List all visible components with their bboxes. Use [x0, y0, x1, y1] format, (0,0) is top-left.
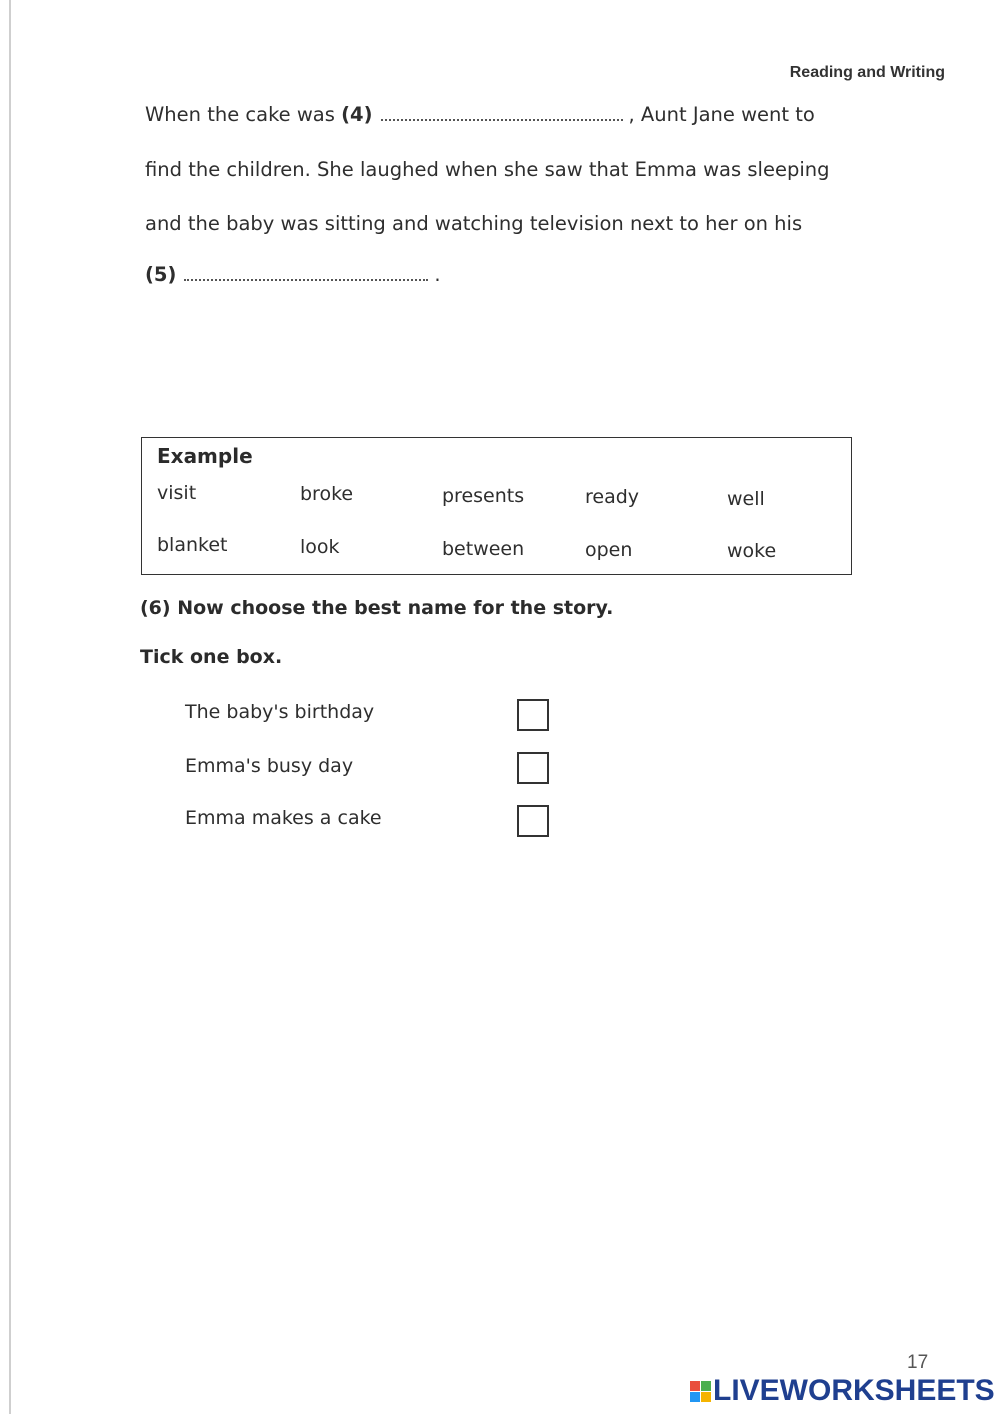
word-box-word: between — [442, 538, 525, 560]
word-box-word: look — [300, 536, 340, 558]
answer-gap-5[interactable] — [184, 265, 428, 281]
word-box — [141, 437, 852, 575]
word-box-word: blanket — [157, 534, 228, 556]
passage-line-2: find the children. She laughed when she saw that Emma was sleeping — [145, 158, 830, 181]
word-box-word: well — [727, 488, 765, 510]
word-box-word: broke — [300, 483, 354, 505]
logo-icon — [690, 1381, 711, 1402]
answer-gap-4[interactable] — [381, 105, 623, 121]
word-box-word: ready — [585, 486, 640, 508]
option-label: Emma makes a cake — [185, 807, 382, 829]
logo-text: LIVEWORKSHEETS — [713, 1374, 995, 1407]
option-label: Emma's busy day — [185, 755, 354, 777]
passage-line-3: and the baby was sitting and watching television next to her on his — [145, 212, 803, 235]
passage-line-4 — [145, 263, 441, 286]
question-prompt: (6) Now choose the best name for the story. — [140, 597, 614, 619]
page-spine — [9, 0, 11, 1414]
question-instruction: Tick one box. — [140, 646, 283, 668]
word-box-word: open — [585, 539, 633, 561]
gap-number-5: (5) — [145, 263, 177, 286]
gap-number-4: (4) — [341, 103, 373, 126]
passage-line-1 — [145, 103, 815, 126]
option-checkbox[interactable] — [517, 805, 549, 837]
passage-text: When the cake was — [145, 103, 335, 126]
option-checkbox[interactable] — [517, 752, 549, 784]
word-box-word: presents — [442, 485, 525, 507]
word-box-title: Example — [157, 444, 253, 468]
option-label: The baby's birthday — [185, 701, 375, 723]
passage-text: . — [434, 263, 441, 286]
word-box-word: woke — [727, 540, 777, 562]
passage-text: , Aunt Jane went to — [628, 103, 815, 126]
liveworksheets-logo[interactable] — [690, 1374, 995, 1408]
word-box-word: visit — [157, 482, 197, 504]
page-number: 17 — [907, 1352, 929, 1373]
option-checkbox[interactable] — [517, 699, 549, 731]
section-header: Reading and Writing — [789, 64, 945, 81]
